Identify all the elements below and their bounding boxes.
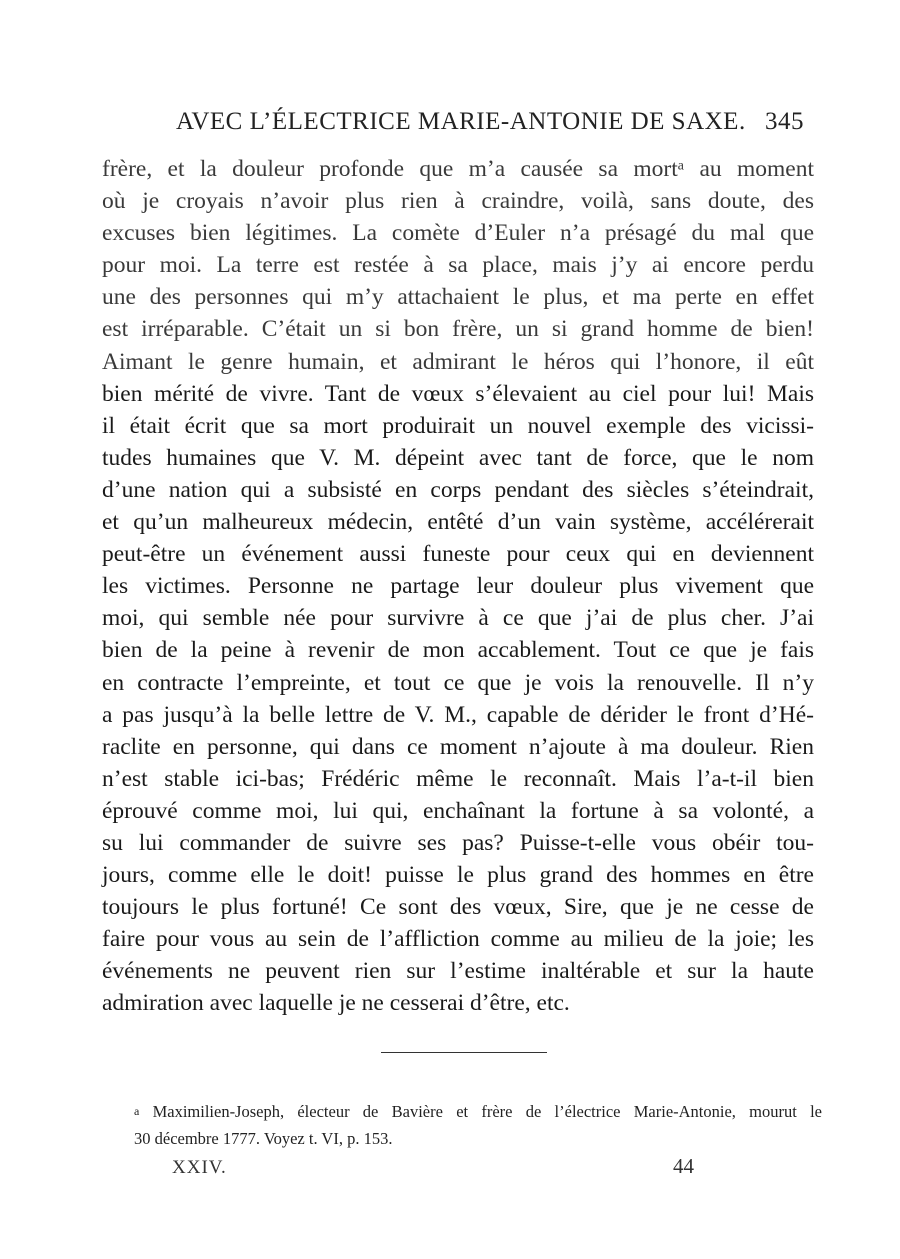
signature-mark: XXIV. bbox=[172, 1157, 227, 1178]
text-line: tudes humaines que V. M. dépeint avec tant de force, que le nom bbox=[102, 444, 814, 471]
footnote-marker: a bbox=[134, 1104, 140, 1118]
text-line: où je croyais n’avoir plus rien à craindre, voilà, sans doute, des bbox=[102, 188, 814, 215]
text-line: faire pour vous au sein de l’affliction comme au milieu de la joie; les bbox=[102, 926, 814, 953]
text-line: admiration avec laquelle je ne cesserai d’être, etc. bbox=[102, 990, 570, 1017]
text-line: en contracte l’empreinte, et tout ce que je vois la renouvelle. Il n’y bbox=[102, 669, 814, 696]
footnote-text: Maximilien-Joseph, électeur de Bavière et frère de l’électrice Marie-Antonie, mourut le bbox=[152, 1102, 822, 1121]
text-line: raclite en personne, qui dans ce moment n’ajoute à ma douleur. Rien bbox=[102, 733, 814, 760]
text-line: n’est stable ici-bas; Frédéric même le reconnaît. Mais l’a-t-il bien bbox=[102, 765, 814, 792]
text-line: et qu’un malheureux médecin, entêté d’un vain système, accélérerait bbox=[102, 509, 814, 536]
text-line: les victimes. Personne ne partage leur douleur plus vivement que bbox=[102, 573, 814, 600]
letter-body bbox=[102, 153, 814, 1020]
text-line: est irréparable. C’était un si bon frère, un si grand homme de bien! bbox=[102, 316, 814, 343]
text-line: excuses bien légitimes. La comète d’Euler n’a présagé du mal que bbox=[102, 220, 814, 247]
footnote-separator-rule bbox=[381, 1052, 547, 1053]
running-head bbox=[170, 108, 810, 142]
text-line: jours, comme elle le doit! puisse le plus grand des hommes en être bbox=[102, 862, 814, 889]
text-line: su lui commander de suivre ses pas? Puisse-t-elle vous obéir tou- bbox=[102, 829, 814, 856]
text-line: peut-être un événement aussi funeste pour ceux qui en deviennent bbox=[102, 541, 814, 568]
page-number: 345 bbox=[765, 108, 804, 135]
text-line: Aimant le genre humain, et admirant le héros qui l’honore, il eût bbox=[102, 348, 814, 375]
text-line: moi, qui semble née pour survivre à ce que j’ai de plus cher. J’ai bbox=[102, 605, 814, 632]
text-line: éprouvé comme moi, lui qui, enchaînant la fortune à sa volonté, a bbox=[102, 797, 814, 824]
text-line: toujours le plus fortuné! Ce sont des vœux, Sire, que je ne cesse de bbox=[102, 894, 814, 921]
text-line: bien mérité de vivre. Tant de vœux s’élevaient au ciel pour lui! Mais bbox=[102, 380, 814, 407]
text-line: a pas jusqu’à la belle lettre de V. M., capable de dérider le front d’Hé- bbox=[102, 701, 814, 728]
footnote bbox=[108, 1098, 822, 1152]
footnote-line: 30 décembre 1777. Voyez t. VI, p. 153. bbox=[134, 1129, 393, 1148]
text-line: une des personnes qui m’y attachaient le plus, et ma perte en effet bbox=[102, 284, 814, 311]
text-line: pour moi. La terre est restée à sa place, mais j’y ai encore perdu bbox=[102, 252, 814, 279]
running-head-title: AVEC L’ÉLECTRICE MARIE-ANTONIE DE SAXE. bbox=[176, 108, 746, 135]
text-line: d’une nation qui a subsisté en corps pendant des siècles s’éteindrait, bbox=[102, 476, 814, 503]
text-line: bien de la peine à revenir de mon accablement. Tout ce que je fais bbox=[102, 637, 814, 664]
text-line: événements ne peuvent rien sur l’estime inaltérable et sur la haute bbox=[102, 958, 814, 985]
text-line: frère, et la douleur profonde que m’a causée sa mortᵃ au moment bbox=[102, 156, 814, 182]
footnote-line bbox=[108, 1098, 822, 1125]
sheet-number: 44 bbox=[673, 1154, 694, 1178]
text-line: il était écrit que sa mort produirait un nouvel exemple des vicissi- bbox=[102, 412, 814, 439]
